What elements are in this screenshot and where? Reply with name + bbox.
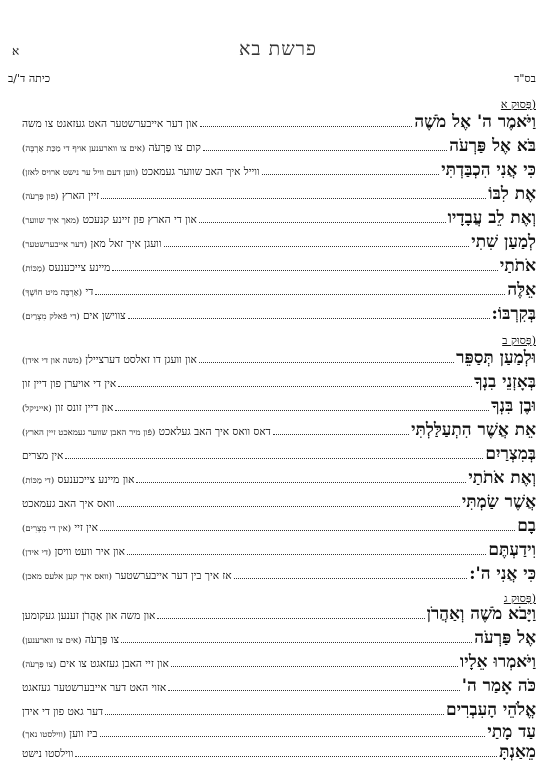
verse-row xyxy=(22,372,536,392)
source-phrase: אֶל פַּרְעֹה xyxy=(474,628,536,648)
dotted-leader xyxy=(168,690,460,691)
translation: און דיין זונס זון (אייניקל) xyxy=(22,402,114,414)
translation: קום צו פַּרְעֹה (אים צו ווארענען אויף די מַכַּת אַרְבֶּה) xyxy=(22,142,201,154)
source-phrase: אֲשֶׁר שַׂמְתִּי xyxy=(461,492,536,512)
dotted-leader xyxy=(75,756,497,757)
source-phrase: בְּקִרְבּוֹ: xyxy=(491,304,536,324)
translation-note: (פון פַּרְעֹה) xyxy=(22,192,59,202)
bsd-mark: בס"ד xyxy=(514,72,536,85)
verse-row xyxy=(22,136,536,156)
source-phrase: אֱלֹהֵי הָעִבְרִים xyxy=(445,700,536,720)
source-phrase: אֶת לִבּוֹ xyxy=(488,184,536,204)
dotted-leader xyxy=(65,458,483,459)
dotted-leader xyxy=(199,362,454,363)
source-phrase: וּבֶן בִּנְךָ xyxy=(491,396,536,416)
translation: זיין הארץ (פון פַּרְעֹה) xyxy=(22,190,100,202)
dotted-leader xyxy=(112,270,498,271)
dotted-leader xyxy=(100,530,515,531)
verse-row xyxy=(22,184,536,204)
source-phrase: וְאֶת לֵב עֲבָדָיו xyxy=(447,208,536,228)
translation-note: (וואס איך קען אלעס מאכן) xyxy=(22,572,112,582)
translation: דאס וואס איך האב געלאכט (פֿון מיר האבן שווער געמאכט זיין הארץ) xyxy=(22,426,271,438)
translation: צו פַּרְעֹה (אים צו ווארענען) xyxy=(22,634,119,646)
verse-row xyxy=(22,468,536,488)
dotted-leader xyxy=(95,294,505,295)
verse-row xyxy=(22,420,536,440)
source-phrase: וִידַעְתֶּם xyxy=(488,540,536,560)
translation: אין זיי (אין די מִצְרִים) xyxy=(22,522,98,534)
translation: און זיי האבן געזאגט צו אים (צו פַּרְעֹה) xyxy=(22,658,169,670)
translation-note: (די מַכּוֹת) xyxy=(22,476,55,486)
dotted-leader xyxy=(171,666,458,667)
verse-row xyxy=(22,280,536,300)
dotted-leader xyxy=(117,506,460,507)
dotted-leader xyxy=(100,736,486,737)
source-phrase: בְּמִצְרַיִם xyxy=(485,444,536,464)
source-phrase: עַד מָתַי xyxy=(487,722,536,742)
translation: אזוי האט דער אייבערשטער געזאגט xyxy=(22,682,167,694)
translation: און מיינע צייכענעס (די מַכּוֹת) xyxy=(22,474,135,486)
translation: צווישן אים (די פֿאלק מִצְרַיִם) xyxy=(22,310,126,322)
source-phrase: וּלְמַעַן תְּסַפֵּר xyxy=(456,348,536,368)
class-label: כיתה ד'/ב xyxy=(8,72,51,85)
verse-row xyxy=(22,722,536,742)
translation-note: (אין די מִצְרִים) xyxy=(22,524,72,534)
verse-row xyxy=(22,112,536,132)
verse-row xyxy=(22,256,536,276)
source-phrase: אֵת אֲשֶׁר הִתְעַלַּלְתִּי xyxy=(411,420,536,440)
source-phrase: לְמַעַן שִׁתִי xyxy=(471,232,536,252)
source-phrase: אֵלֶּה xyxy=(507,280,536,300)
dotted-leader xyxy=(136,482,466,483)
verse-row xyxy=(22,396,536,416)
dotted-leader xyxy=(105,714,444,715)
translation: און וועגן דו זאלסט דערציילן (משה און די אידן) xyxy=(22,354,197,366)
translation-note: (מאך איך שווער) xyxy=(22,216,80,226)
source-phrase: מֵאַנְתָּ xyxy=(499,742,536,762)
verse-row xyxy=(22,160,536,180)
pasuk-label: פָּסוּק ג) xyxy=(503,592,536,605)
source-phrase: כֹּה אָמַר ה' xyxy=(461,676,536,696)
pasuk-label: פָּסוּק ב) xyxy=(502,334,536,347)
translation-note: (אַרְבֶּה מיט חוֹשֶׁךְ) xyxy=(22,288,83,298)
source-phrase: וַיֹּאמֶר ה' אֶל מֹשֶׁה xyxy=(414,112,536,132)
translation: וואס איך האב געמאכט xyxy=(22,498,115,510)
dotted-leader xyxy=(157,618,424,619)
verse-row xyxy=(22,492,536,512)
verse-row xyxy=(22,208,536,228)
source-phrase: בֹּא אֶל פַּרְעֹה xyxy=(449,136,536,156)
translation-note: (די אידן) xyxy=(22,548,52,558)
translation: דער גאט פון די אידן xyxy=(22,706,104,718)
dotted-leader xyxy=(273,434,409,435)
verse-row xyxy=(22,516,536,536)
source-phrase: כִּי אֲנִי ה': xyxy=(469,564,536,584)
verse-row xyxy=(22,604,536,624)
translation-note: (צו פַּרְעֹה) xyxy=(22,660,57,670)
dotted-leader xyxy=(164,246,470,247)
verse-row xyxy=(22,232,536,252)
translation: אז איך בין דער אייבערשטער (וואס איך קען אלעס מאכן) xyxy=(22,570,232,582)
translation-note: (משה און די אידן) xyxy=(22,356,83,366)
dotted-leader xyxy=(203,150,447,151)
translation-note: (דער אייבערשטער) xyxy=(22,240,88,250)
page-number: א xyxy=(12,44,20,58)
dotted-leader xyxy=(128,318,490,319)
translation: און משה און אַהֲרֹן זענען געקומען xyxy=(22,610,156,622)
verse-row xyxy=(22,304,536,324)
translation: ביז ווען (ווילסטו נאך) xyxy=(22,728,98,740)
verse-row xyxy=(22,444,536,464)
source-phrase: וַיֹּאמְרוּ אֵלָיו xyxy=(459,652,536,672)
verse-row xyxy=(22,676,536,696)
dotted-leader xyxy=(200,126,413,127)
translation: און דער אייבערשטער האט געזאגט צו משה xyxy=(22,118,198,130)
verse-row xyxy=(22,628,536,648)
translation: די (אַרְבֶּה מיט חוֹשֶׁךְ) xyxy=(22,286,94,298)
translation: אין די אויערן פון דיין זון xyxy=(22,378,117,390)
dotted-leader xyxy=(234,578,468,579)
dotted-leader xyxy=(199,222,446,223)
pasuk-label: פָּסוּק א) xyxy=(500,98,536,111)
translation: און די הארץ פון זיינע קנעכט (מאך איך שווער) xyxy=(22,214,197,226)
translation-note: (אים צו ווארענען אויף די מַכַּת אַרְבֶּה) xyxy=(22,144,146,154)
page-title: פרשת בא xyxy=(239,38,317,60)
dotted-leader xyxy=(101,198,486,199)
translation-note: (מַכּוֹת) xyxy=(22,264,46,274)
source-phrase: בְּאָזְנֵי בִנְךָ xyxy=(474,372,536,392)
translation-note: (די פֿאלק מִצְרַיִם) xyxy=(22,312,80,322)
source-phrase: אֹתֹתַי xyxy=(499,256,536,276)
dotted-leader xyxy=(127,554,486,555)
source-phrase: וַיָּבֹא מֹשֶׁה וְאַהֲרֹן xyxy=(426,604,536,624)
verse-row xyxy=(22,652,536,672)
translation: אין מצרים xyxy=(22,450,64,462)
translation: און איר וועט וויסן (די אידן) xyxy=(22,546,125,558)
verse-row xyxy=(22,700,536,720)
verse-row xyxy=(22,742,536,762)
translation: מיינע צייכענעס (מַכּוֹת) xyxy=(22,262,111,274)
translation-note: (ווען דעם וויל ער נישט ארויס לאזן) xyxy=(22,168,139,178)
dotted-leader xyxy=(262,174,440,175)
source-phrase: בָם xyxy=(517,516,536,536)
translation: ווייל איך האב שווער געמאכט (ווען דעם וויל ער נישט ארויס לאזן) xyxy=(22,166,260,178)
dotted-leader xyxy=(115,410,489,411)
verse-row xyxy=(22,540,536,560)
translation-note: (אייניקל) xyxy=(22,404,52,414)
translation: וועגן איך זאל מאן (דער אייבערשטער) xyxy=(22,238,162,250)
source-phrase: וְאֶת אֹתֹתַי xyxy=(468,468,536,488)
verse-row xyxy=(22,564,536,584)
translation-note: (אים צו ווארענען) xyxy=(22,636,82,646)
dotted-leader xyxy=(121,642,472,643)
translation-note: (פֿון מיר האבן שווער געמאכט זיין הארץ) xyxy=(22,428,156,438)
translation: ווילסטו נישט xyxy=(22,748,74,760)
verse-row xyxy=(22,348,536,368)
translation-note: (ווילסטו נאך) xyxy=(22,730,67,740)
source-phrase: כִּי אֲנִי הִכְבַּדְתִּי xyxy=(441,160,536,180)
dotted-leader xyxy=(118,386,472,387)
